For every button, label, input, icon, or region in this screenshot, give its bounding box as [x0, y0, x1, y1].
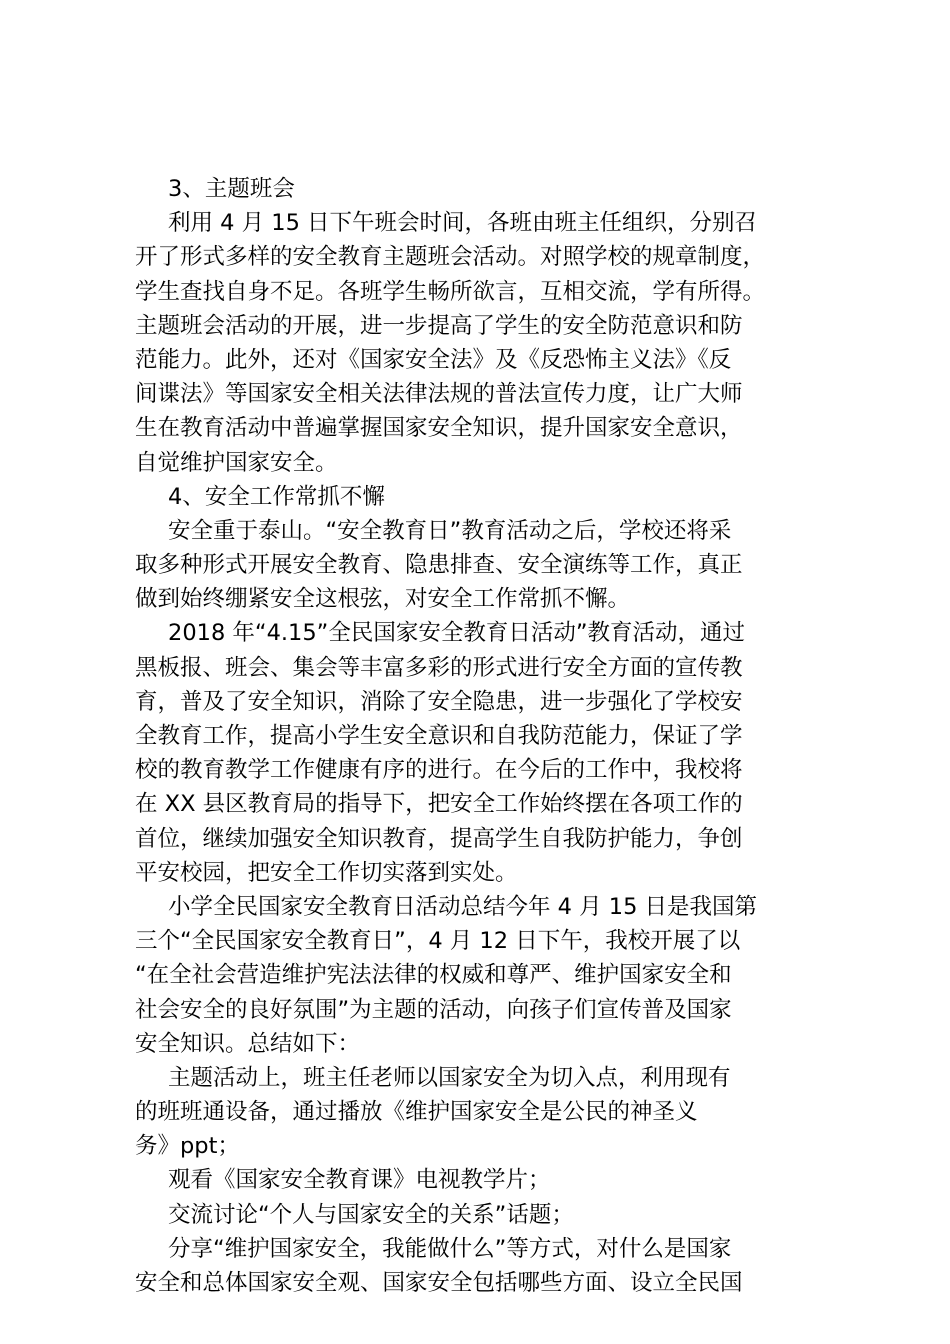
text-line: 务》ppt；	[135, 1133, 240, 1160]
text-line: 范能力。此外，还对《国家安全法》及《反恐怖主义法》《反	[135, 346, 732, 373]
text-line: 间谍法》等国家安全相关法律法规的普法宣传力度，让广大师	[135, 381, 743, 408]
text-line: 安全知识。总结如下：	[135, 1030, 361, 1057]
text-line: 学生查找自身不足。各班学生畅所欲言，互相交流，学有所得。	[135, 278, 766, 305]
text-line: 三个“全民国家安全教育日”，4 月 12 日下午，我校开展了以	[135, 928, 741, 955]
document-body	[135, 172, 835, 1300]
text-line: 校的教育教学工作健康有序的进行。在今后的工作中，我校将	[135, 757, 743, 784]
text-line: 育，普及了安全知识，消除了安全隐患，进一步强化了学校安	[135, 688, 743, 715]
text-line: 开了形式多样的安全教育主题班会活动。对照学校的规章制度，	[135, 244, 766, 271]
text-line: 平安校园，把安全工作切实落到实处。	[135, 859, 518, 886]
text-line: 4、安全工作常抓不懈	[168, 483, 385, 510]
text-line: 取多种形式开展安全教育、隐患排查、安全演练等工作，真正	[135, 552, 743, 579]
text-line: 做到始终绷紧安全这根弦，对安全工作常抓不懈。	[135, 586, 631, 613]
text-line: 利用 4 月 15 日下午班会时间，各班由班主任组织，分别召	[168, 210, 758, 237]
text-line: 黑板报、班会、集会等丰富多彩的形式进行安全方面的宣传教	[135, 654, 743, 681]
text-line: 分享“维护国家安全，我能做什么”等方式，对什么是国家	[168, 1235, 732, 1262]
text-line: 社会安全的良好氛围”为主题的活动，向孩子们宣传普及国家	[135, 996, 732, 1023]
text-line: 主题班会活动的开展，进一步提高了学生的安全防范意识和防	[135, 312, 743, 339]
text-line: 生在教育活动中普遍掌握国家安全知识，提升国家安全意识，	[135, 415, 743, 442]
text-line: 主题活动上，班主任老师以国家安全为切入点，利用现有	[168, 1064, 731, 1091]
text-line: 全教育工作，提高小学生安全意识和自我防范能力，保证了学	[135, 723, 743, 749]
text-line: 自觉维护国家安全。	[135, 449, 338, 476]
text-line: 的班班通设备，通过播放《维护国家安全是公民的神圣义	[135, 1099, 698, 1126]
text-line: 观看《国家安全教育课》电视教学片；	[168, 1167, 551, 1194]
text-line: 3、主题班会	[168, 176, 295, 202]
text-line: 安全和总体国家安全观、国家安全包括哪些方面、设立全民国	[135, 1270, 743, 1296]
text-line: 小学全民国家安全教育日活动总结今年 4 月 15 日是我国第	[168, 893, 758, 920]
text-line: 2018 年“4.15”全民国家安全教育日活动”教育活动，通过	[168, 620, 745, 647]
text-line: 首位，继续加强安全知识教育，提高学生自我防护能力，争创	[135, 825, 743, 852]
text-line: 在 XX 县区教育局的指导下，把安全工作始终摆在各项工作的	[135, 791, 743, 818]
text-line: 交流讨论“个人与国家安全的关系”话题；	[168, 1201, 574, 1228]
text-line: 安全重于泰山。“安全教育日”教育活动之后，学校还将采	[168, 517, 732, 544]
text-line: “在全社会营造维护宪法法律的权威和尊严、维护国家安全和	[135, 962, 732, 989]
